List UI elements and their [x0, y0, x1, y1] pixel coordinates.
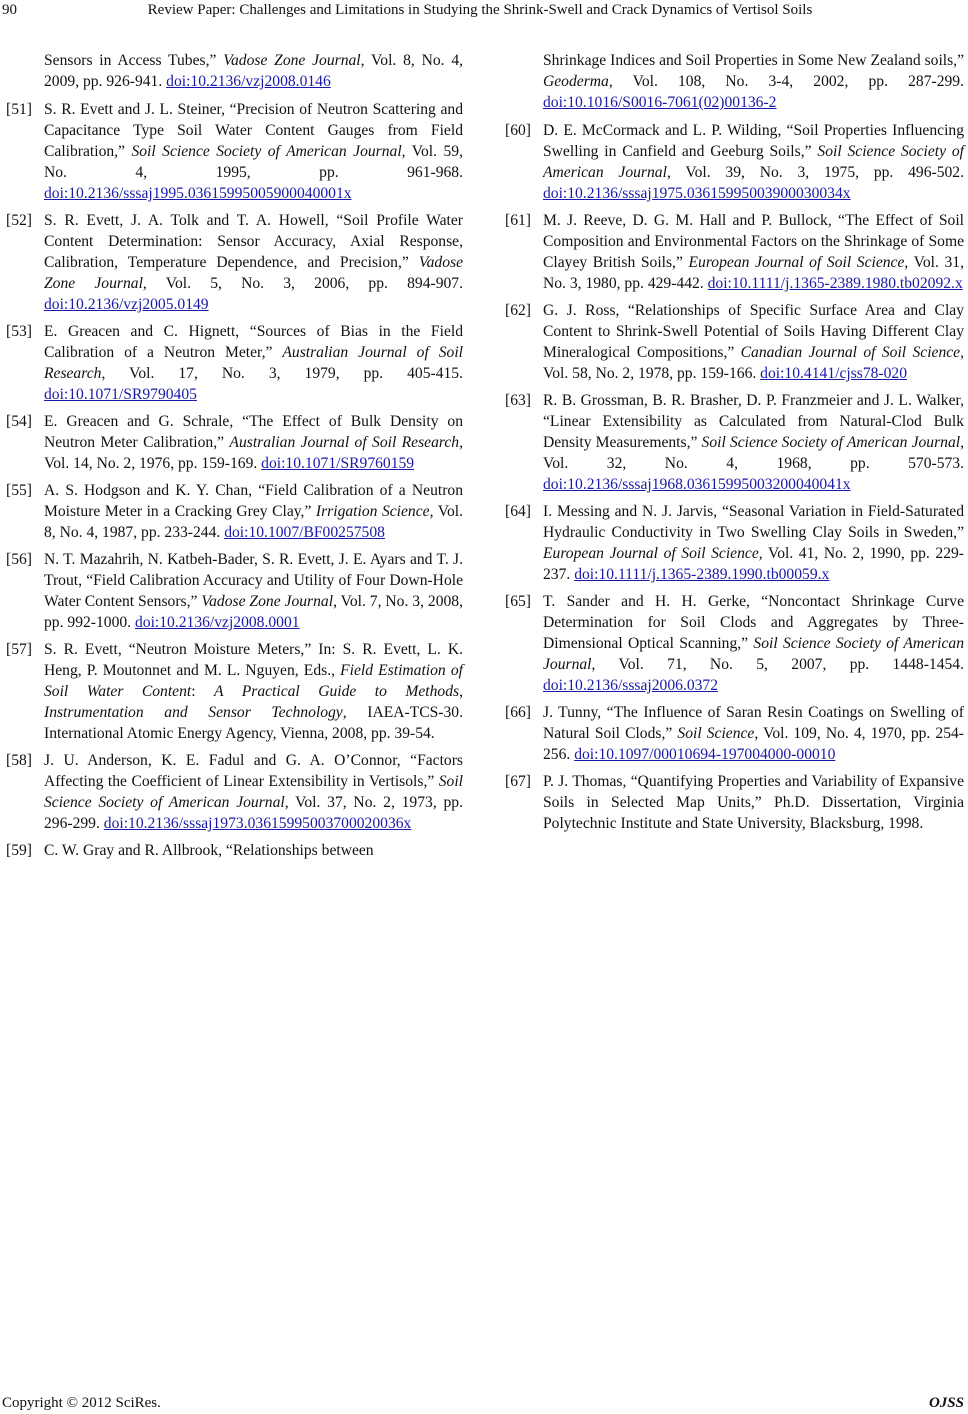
reference-number: [58]: [6, 752, 32, 769]
reference-continuation: [505, 50, 964, 113]
reference-text: , Vol. 41, No. 2, 1990, pp. 229-237.: [543, 545, 964, 583]
reference-number: [64]: [505, 503, 531, 520]
journal-title: Vadose Zone Journal: [44, 254, 463, 292]
reference-text: , Vol. 5, No. 3, 2006, pp. 894-907.: [142, 275, 463, 292]
reference-number: [61]: [505, 212, 531, 229]
reference-text: , Vol. 8, No. 4, 1987, pp. 233-244.: [44, 503, 463, 541]
reference-text: E. Greacen and G. Schrale, “The Effect of Bulk Density on Neutron Meter Calibration,”: [44, 413, 463, 451]
reference-number: [55]: [6, 482, 32, 499]
reference-text: I. Messing and N. J. Jarvis, “Seasonal Variation in Field-Saturated Hydraulic Conductivity in Two Swelling Clay Soils in Sweden,”: [543, 503, 964, 541]
reference-entry: [505, 300, 964, 384]
journal-abbreviation: OJSS: [928, 1395, 964, 1411]
reference-text: Sensors in Access Tubes,”: [44, 52, 224, 69]
journal-title: Field Estimation of Soil Water Content: [44, 662, 463, 700]
reference-entry: [6, 549, 463, 633]
journal-title: Soil Science Society of American Journal: [131, 143, 402, 160]
left-column: [6, 50, 463, 867]
doi-link[interactable]: doi:10.2136/vzj2008.0001: [134, 614, 300, 631]
reference-text: G. J. Ross, “Relationships of Specific Surface Area and Clay Content to Shrink-Swell Potential of Soils Having Different Clay Mineralogical Compositions,”: [543, 302, 964, 361]
doi-link[interactable]: doi:10.1071/SR9760159: [261, 455, 415, 472]
reference-text: , IAEA-TCS-30. International Atomic Energy Agency, Vienna, 2008, pp. 39-54.: [44, 704, 463, 742]
reference-text: A. S. Hodgson and K. Y. Chan, “Field Calibration of a Neutron Moisture Meter in a Cracking Grey Clay,”: [44, 482, 463, 520]
reference-number: [56]: [6, 551, 32, 568]
page-header: [0, 0, 968, 24]
reference-entry: [505, 210, 964, 294]
reference-number: [60]: [505, 122, 531, 139]
doi-link[interactable]: doi:10.4141/cjss78-020: [760, 365, 908, 382]
doi-link[interactable]: doi:10.2136/vzj2008.0146: [166, 73, 331, 90]
reference-text: :: [191, 683, 215, 700]
reference-text: E. Greacen and C. Hignett, “Sources of Bias in the Field Calibration of a Neutron Meter,”: [44, 323, 463, 361]
reference-number: [52]: [6, 212, 32, 229]
page-number: 90: [2, 2, 17, 18]
reference-text: , Vol. 108, No. 3-4, 2002, pp. 287-299.: [608, 73, 964, 90]
running-title: Review Paper: Challenges and Limitations in Studying the Shrink-Swell and Crack Dynamics of Vertisol Soils: [147, 2, 813, 18]
reference-text: J. Tunny, “The Influence of Saran Resin Coatings on Swelling of Natural Soil Clods,”: [543, 704, 964, 742]
doi-link[interactable]: doi:10.1016/S0016-7061(02)00136-2: [543, 94, 777, 111]
reference-text: , Vol. 32, No. 4, 1968, pp. 570-573.: [543, 434, 965, 472]
reference-text: C. W. Gray and R. Allbrook, “Relationships between: [44, 842, 374, 859]
reference-entry: [505, 771, 964, 834]
reference-text: , Vol. 58, No. 2, 1978, pp. 159-166.: [543, 344, 964, 382]
reference-text: , Vol. 71, No. 5, 2007, pp. 1448-1454.: [591, 656, 964, 673]
reference-number: [63]: [505, 392, 531, 409]
journal-title: Canadian Journal of Soil Science: [740, 344, 961, 361]
reference-continuation: [6, 50, 463, 92]
copyright-notice: Copyright © 2012 SciRes.: [2, 1395, 161, 1411]
journal-title: Soil Science: [677, 725, 755, 742]
journal-title: Geoderma: [543, 73, 609, 90]
reference-text: S. R. Evett, “Neutron Moisture Meters,” In: S. R. Evett, L. K. Heng, P. Moutonnet and M. L. Nguyen, Eds.,: [44, 641, 463, 679]
journal-title: Vadose Zone Journal: [201, 593, 334, 610]
reference-text: P. J. Thomas, “Quantifying Properties and Variability of Expansive Soils in Selected Map Units,” Ph.D. Dissertation, Virginia Polytechnic Institute and State University, Blacksburg, 1998.: [543, 773, 964, 832]
doi-link[interactable]: doi:10.2136/sssaj1973.03615995003700020036x: [103, 815, 412, 832]
reference-text: N. T. Mazahrih, N. Katbeh-Bader, S. R. Evett, J. E. Ayars and T. J. Trout, “Field Calibration Accuracy and Utility of Four Down-Hole Water Content Sensors,”: [44, 551, 463, 610]
reference-text: , Vol. 17, No. 3, 1979, pp. 405-415.: [101, 365, 463, 382]
doi-link[interactable]: doi:10.1097/00010694-197004000-00010: [574, 746, 836, 763]
reference-text: , Vol. 7, No. 3, 2008, pp. 992-1000.: [44, 593, 464, 631]
reference-text: S. R. Evett, J. A. Tolk and T. A. Howell, “Soil Profile Water Content Determination: Sensor Accuracy, Axial Response, Calibration, Temperature Dependence, and Precision,”: [44, 212, 463, 271]
reference-text: , Vol. 8, No. 4, 2009, pp. 926-941.: [44, 52, 464, 90]
reference-number: [67]: [505, 773, 531, 790]
doi-link[interactable]: doi:10.1007/BF00257508: [224, 524, 385, 541]
doi-link[interactable]: doi:10.1071/SR9790405: [44, 386, 197, 403]
reference-number: [57]: [6, 641, 32, 658]
reference-entry: [505, 120, 964, 204]
reference-number: [59]: [6, 842, 32, 859]
journal-title: Australian Journal of Soil Research: [229, 434, 460, 451]
journal-title: European Journal of Soil Science: [543, 545, 759, 562]
reference-entry: [6, 411, 463, 474]
journal-title: Soil Science Society of American Journal: [543, 143, 964, 181]
reference-number: [62]: [505, 302, 531, 319]
doi-link[interactable]: doi:10.1111/j.1365-2389.1980.tb02092.x: [707, 275, 963, 292]
reference-text: ,: [459, 683, 463, 700]
doi-link[interactable]: doi:10.2136/sssaj1995.03615995005900040001x: [44, 185, 352, 202]
reference-text: , Vol. 31, No. 3, 1980, pp. 429-442.: [543, 254, 965, 292]
journal-title: Soil Science Society of American Journal: [701, 434, 961, 451]
journal-title: European Journal of Soil Science: [688, 254, 905, 271]
journal-title: Irrigation Science: [315, 503, 430, 520]
reference-text: , Vol. 39, No. 3, 1975, pp. 496-502.: [666, 164, 964, 181]
reference-text: T. Sander and H. H. Gerke, “Noncontact Shrinkage Curve Determination for Soil Clods and Aggregates by Three-Dimensional Optical Scanning,”: [543, 593, 964, 652]
reference-entry: [6, 321, 463, 405]
reference-entry: [6, 480, 463, 543]
doi-link[interactable]: doi:10.2136/sssaj2006.0372: [543, 677, 719, 694]
reference-entry: [505, 501, 964, 585]
reference-number: [65]: [505, 593, 531, 610]
reference-text: Shrinkage Indices and Soil Properties in Some New Zealand soils,”: [543, 52, 964, 69]
reference-number: [51]: [6, 101, 32, 118]
reference-text: M. J. Reeve, D. G. M. Hall and P. Bullock, “The Effect of Soil Composition and Environmental Factors on the Shrinkage of Some Clayey British Soils,”: [543, 212, 964, 271]
reference-entry: [6, 210, 463, 315]
reference-entry: [6, 840, 463, 861]
reference-number: [66]: [505, 704, 531, 721]
reference-text: , Vol. 59, No. 4, 1995, pp. 961-968.: [44, 143, 463, 181]
reference-text: , Vol. 37, No. 2, 1973, pp. 296-299.: [44, 794, 463, 832]
reference-entry: [6, 99, 463, 204]
journal-title: Instrumentation and Sensor Technology: [44, 704, 343, 721]
right-column: [505, 50, 964, 840]
reference-text: D. E. McCormack and L. P. Wilding, “Soil Properties Influencing Swelling in Canfield and Geeburg Soils,”: [543, 122, 964, 160]
reference-number: [54]: [6, 413, 32, 430]
reference-entry: [6, 750, 463, 834]
journal-title: Australian Journal of Soil Research: [44, 344, 463, 382]
reference-text: J. U. Anderson, K. E. Fadul and G. A. O’Connor, “Factors Affecting the Coefficient of Linear Extensibility in Vertisols,”: [44, 752, 463, 790]
page-footer: [0, 1394, 968, 1414]
journal-title: A Practical Guide to Methods: [214, 683, 460, 700]
doi-link[interactable]: doi:10.2136/sssaj1968.03615995003200040041x: [543, 476, 851, 493]
reference-entry: [505, 702, 964, 765]
reference-text: , Vol. 109, No. 4, 1970, pp. 254-256.: [543, 725, 964, 763]
journal-title: Vadose Zone Journal: [223, 52, 361, 69]
reference-entry: [6, 639, 463, 744]
doi-link[interactable]: doi:10.2136/vzj2005.0149: [44, 296, 209, 313]
journal-title: Soil Science Society of American Journal: [44, 773, 463, 811]
doi-link[interactable]: doi:10.1111/j.1365-2389.1990.tb00059.x: [574, 566, 830, 583]
doi-link[interactable]: doi:10.2136/sssaj1975.03615995003900030034x: [543, 185, 851, 202]
reference-entry: [505, 390, 964, 495]
reference-text: , Vol. 14, No. 2, 1976, pp. 159-169.: [44, 434, 463, 472]
reference-number: [53]: [6, 323, 32, 340]
reference-text: S. R. Evett and J. L. Steiner, “Precision of Neutron Scattering and Capacitance Type Soil Water Content Gauges from Field Calibration,”: [44, 101, 463, 160]
reference-text: R. B. Grossman, B. R. Brasher, D. P. Franzmeier and J. L. Walker, “Linear Extensibility as Calculated from Natural-Clod Bulk Density Measurements,”: [543, 392, 964, 451]
journal-title: Soil Science Society of American Journal: [543, 635, 964, 673]
reference-entry: [505, 591, 964, 696]
